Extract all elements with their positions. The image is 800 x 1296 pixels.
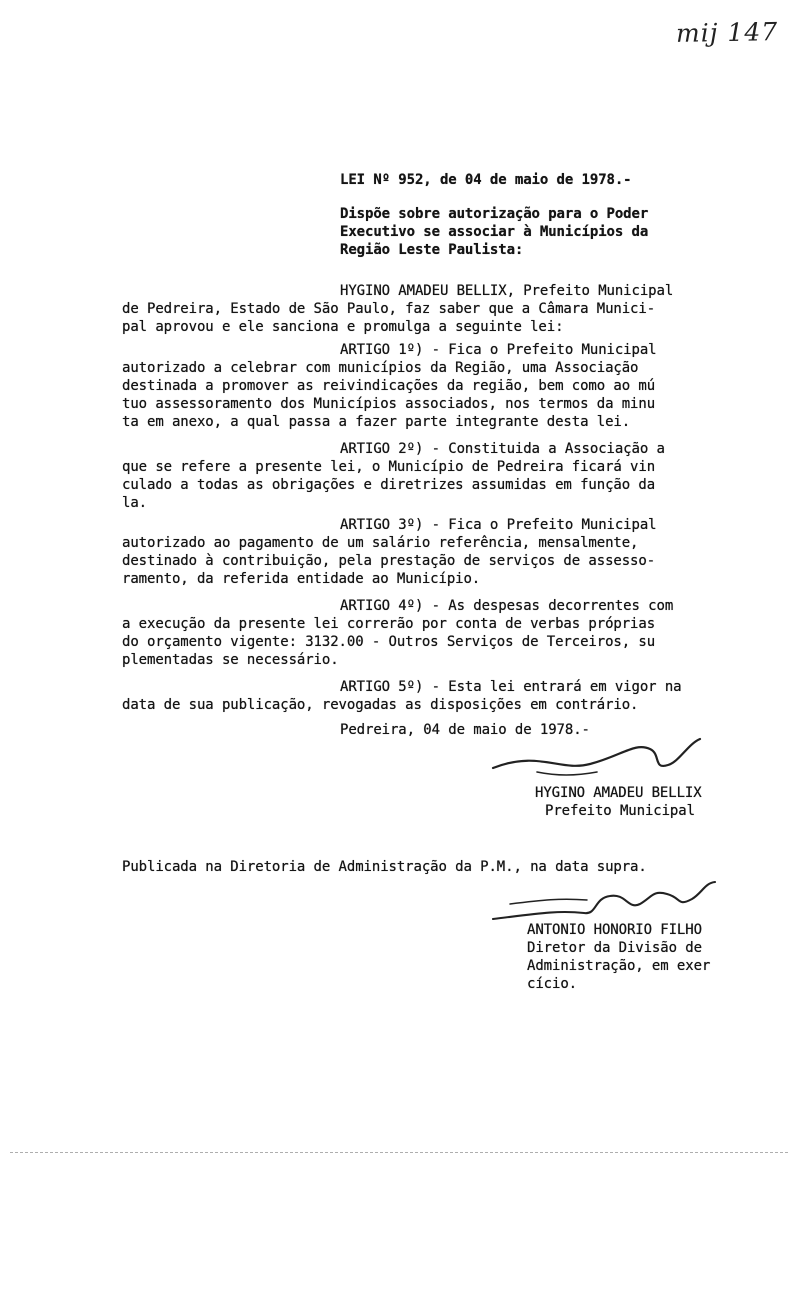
article-1-line-4: tuo assessoramento dos Municípios associados, nos termos da minu: [122, 396, 656, 412]
summary-line-1: Dispõe sobre autorização para o Poder: [340, 206, 649, 222]
article-4-line-3: do orçamento vigente: 3132.00 - Outros Serviços de Terceiros, su: [122, 634, 656, 650]
intro-line-3: pal aprovou e ele sanciona e promulga a seguinte lei:: [122, 319, 564, 335]
director-role-line-1: Diretor da Divisão de: [527, 940, 702, 956]
article-4-line-2: a execução da presente lei correrão por conta de verbas próprias: [122, 616, 656, 632]
article-4-line-1: ARTIGO 4º) - As despesas decorrentes com: [340, 598, 674, 614]
director-role-line-2: Administração, em exer: [527, 958, 711, 974]
article-4-line-4: plementadas se necessário.: [122, 652, 339, 668]
article-3-line-3: destinado à contribuição, pela prestação de serviços de assesso-: [122, 553, 656, 569]
article-2-line-3: culado a todas as obrigações e diretrizes assumidas em função da: [122, 477, 656, 493]
director-name: ANTONIO HONORIO FILHO: [527, 922, 702, 938]
handwritten-page-number: mij 147: [675, 17, 779, 48]
article-2-line-1: ARTIGO 2º) - Constituida a Associação a: [340, 441, 665, 457]
article-1-line-2: autorizado a celebrar com municípios da Região, uma Associação: [122, 360, 639, 376]
bottom-faint-rule: [10, 1152, 788, 1155]
article-1-line-5: ta em anexo, a qual passa a fazer parte integrante desta lei.: [122, 414, 631, 430]
law-title: LEI Nº 952, de 04 de maio de 1978.-: [340, 172, 632, 188]
article-3-line-1: ARTIGO 3º) - Fica o Prefeito Municipal: [340, 517, 657, 533]
summary-line-2: Executivo se associar à Municípios da: [340, 224, 649, 240]
article-3-line-2: autorizado ao pagamento de um salário referência, mensalmente,: [122, 535, 639, 551]
director-handwritten-signature: [478, 875, 728, 927]
director-role-line-3: cício.: [527, 976, 577, 992]
place-and-date: Pedreira, 04 de maio de 1978.-: [340, 722, 590, 738]
summary-line-3: Região Leste Paulista:: [340, 242, 524, 258]
article-3-line-4: ramento, da referida entidade ao Município.: [122, 571, 481, 587]
intro-line-1: HYGINO AMADEU BELLIX, Prefeito Municipal: [340, 283, 674, 299]
mayor-role: Prefeito Municipal: [545, 803, 695, 819]
mayor-name: HYGINO AMADEU BELLIX: [535, 785, 702, 801]
article-5-line-2: data de sua publicação, revogadas as disposições em contrário.: [122, 697, 639, 713]
article-2-line-2: que se refere a presente lei, o Município de Pedreira ficará vin: [122, 459, 656, 475]
intro-line-2: de Pedreira, Estado de São Paulo, faz saber que a Câmara Munici-: [122, 301, 656, 317]
article-2-line-4: la.: [122, 495, 147, 511]
mayor-handwritten-signature: [485, 737, 710, 785]
article-5-line-1: ARTIGO 5º) - Esta lei entrará em vigor na: [340, 679, 682, 695]
article-1-line-3: destinada a promover as reivindicações da região, bem como ao mú: [122, 378, 656, 394]
article-1-line-1: ARTIGO 1º) - Fica o Prefeito Municipal: [340, 342, 657, 358]
publication-note: Publicada na Diretoria de Administração da P.M., na data supra.: [122, 859, 647, 875]
